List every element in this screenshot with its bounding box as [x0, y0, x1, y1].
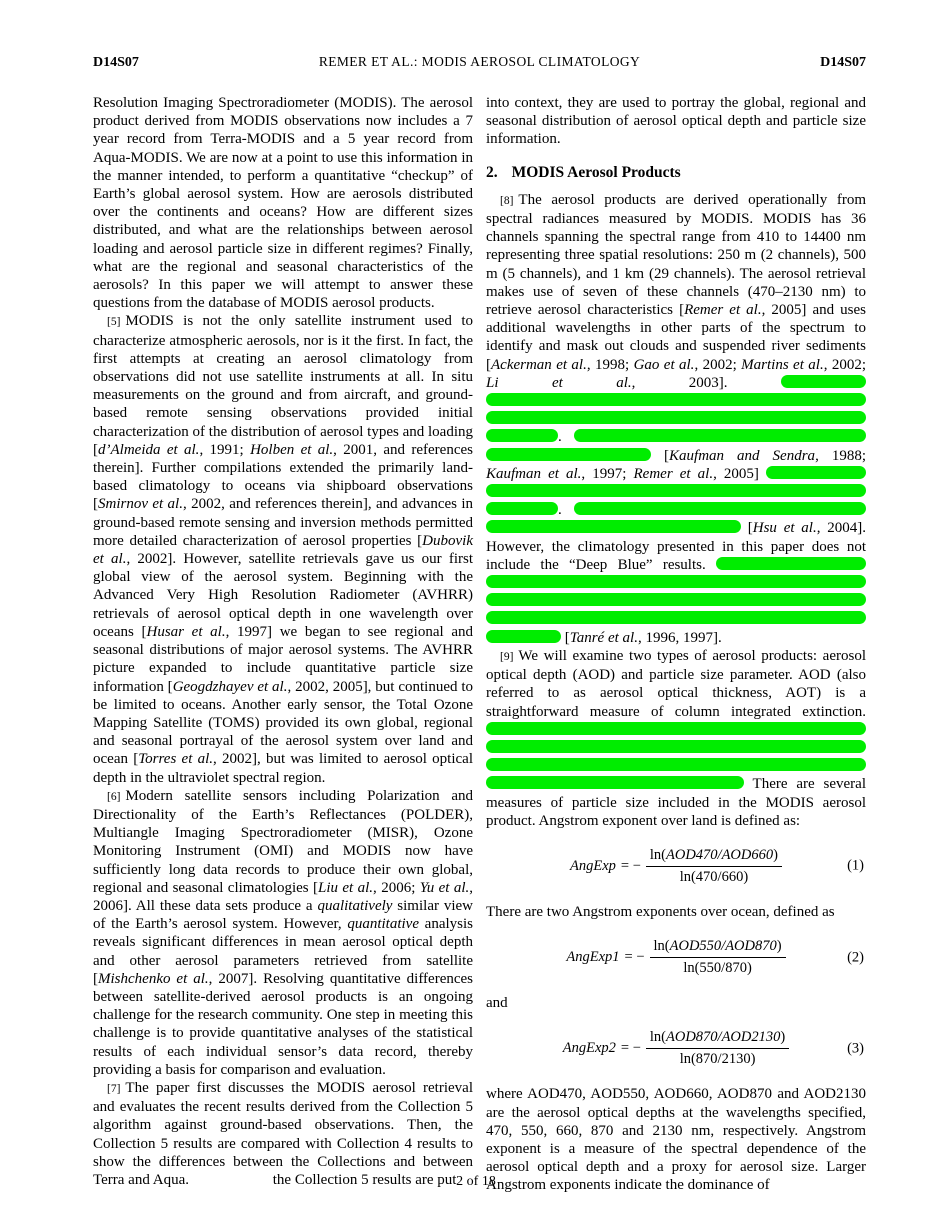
equation-2	[486, 938, 866, 977]
redaction-bar	[781, 375, 866, 388]
paragraph-9: [9] We will examine two types of aerosol products: aerosol optical depth (AOD) and particle size parameter. AOD (also referred to as aerosol optical thickness, AOT) is a straightforward measure of column integrated extinction. There are several measures of particle size included in the MODIS aerosol product. Angstrom exponent over land is defined as:	[486, 647, 866, 829]
equation-lhs: AngExp	[570, 857, 616, 874]
redaction-bar	[486, 758, 866, 771]
section-number: 2.	[486, 163, 498, 181]
equation-lhs: AngExp2	[562, 1040, 616, 1057]
equation-relation: = −	[624, 949, 645, 966]
equation-fraction: $\frac{\text{ln(AOD470/AOD660)}}{\ln(470/660)}$	[646, 847, 782, 886]
page-number: 2 of 18	[456, 1174, 496, 1189]
paragraph-6: [6] Modern satellite sensors including Polarization and Directionality of the Earth’s Reflectances (POLDER), Multiangle Imaging Spectroradiometer (MISR), Ozone Monitoring Instrument (OMI) and MODIS now have sufficiently long data records to produce their own global, regional and seasonal climatologies [Liu et al., 2006; Yu et al., 2006]. All these data sets produce a qualitatively similar view of the Earth’s aerosol system. However, quantitative analysis reveals significant differences in mean aerosol optical depth and other aerosol parameters retrieved from satellite [Mishchenko et al., 2007]. Resolving quantitative differences between satellite-derived aerosol products is an ongoing challenge for the research community. One step in meeting this challenge is to provide quantitative analyses of the statistical results of each individual sensor’s data record, thereby providing a basis for comparison and evaluation.	[93, 787, 474, 1078]
redaction-bar	[486, 411, 866, 424]
redaction-bar	[486, 502, 558, 515]
equation-lhs: AngExp1	[566, 949, 620, 966]
paragraph-8: [8] The aerosol products are derived operationally from spectral radiances measured by MODIS. MODIS has 36 channels spanning the spectral range from 410 to 14400 nm representing three spatial resolutions: 250 m (2 channels), 500 m (5 channels), and 1 km (29 channels). The aerosol retrieval makes use of seven of these channels (470–2130 nm) to retrieve aerosol characteristics [Remer et al., 2005] and uses additional wavelengths in other parts of the spectrum to identify and mask out clouds and suspended river sediments [Ackerman et al., 1998; Gao et al., 2002; Martins et al., 2002; Li et al., 2003]. . [Kaufman and Sendra, 1988; Kaufman et al., 1997; Remer et al., 2005] . [Hsu et al., 2004]. However, the climatology presented in this paper does not include the “Deep Blue” results. [Tanré et al., 1996, 1997].	[486, 191, 867, 646]
redaction-bar	[574, 502, 866, 515]
paragraph-number: [6]	[107, 790, 121, 803]
equation-number: (2)	[847, 949, 864, 966]
equation-relation: = −	[620, 1040, 641, 1057]
paragraph-number: [7]	[107, 1082, 121, 1095]
equation-fraction: $\frac{\text{ln(AOD870/AOD2130)}}{\ln(870/2130)}$	[646, 1029, 789, 1068]
paragraph-number: [8]	[500, 194, 514, 207]
left-column	[93, 94, 473, 1195]
section-heading	[486, 164, 866, 182]
equation-relation: = −	[620, 857, 641, 874]
redaction-bar	[486, 611, 866, 624]
paragraph-5: [5] MODIS is not the only satellite instrument used to characterize atmospheric aerosols, nor is it the first. In fact, the first attempts at creating an aerosol climatology from observations did not use satellite instruments at all. In situ measurements on the ground and from aircraft, and ground-based remote sensing observations provided initial characterization of the distribution of aerosol types and loading [d’Almeida et al., 1991; Holben et al., 2001, and references therein]. Further compilations extended the primarily land-based climatology to oceans via shipboard observations [Smirnov et al., 2002, and references therein], and advances in ground-based remote sensing and inversion methods permitted more detailed characterization of aerosol properties [Dubovik et al., 2002]. However, satellite retrievals gave us our first global view of the aerosol system. Beginning with the Advanced Very High Resolution Radiometer (AVHRR) retrievals of aerosol optical depth in one wavelength over oceans [Husar et al., 1997] we began to see regional and seasonal distributions of major aerosol systems. The AVHRR picture expanded to include quantitative particle size information [Geogdzhayev et al., 2002, 2005], but continued to be limited to oceans. Another early sensor, the Total Ozone Mapping Satellite (TOMS) provided its own global, regional and seasonal portrayal of the aerosol system over land and ocean [Torres et al., 2002], but was limited to aerosol optical depth in the ultraviolet spectral region.	[93, 313, 474, 786]
redaction-bar	[716, 557, 866, 570]
redaction-bar	[486, 722, 866, 735]
equation-1	[486, 847, 866, 886]
redaction-bar	[486, 593, 866, 606]
paragraph-7: [7] The paper first discusses the MODIS aerosol retrieval and evaluates the recent results derived from the Collection 5 algorithm against ground-based observations. Then, the Collection 5 results are compared with Collection 4 results to show the differences between the Collections and between Terra and Aqua. the Collection 5 results are put	[93, 1079, 473, 1188]
paragraph-7-continuation: into context, they are used to portray the global, regional and seasonal distribution of aerosol optical depth and particle size information.	[486, 95, 866, 148]
running-title: REMER ET AL.: MODIS AEROSOL CLIMATOLOGY	[318, 54, 641, 69]
section-title: MODIS Aerosol Products	[511, 163, 681, 181]
redaction-bar	[486, 740, 866, 753]
paragraph-number: [9]	[500, 650, 514, 663]
text-between-equations-1: There are two Angstrom exponents over ocean, defined as	[486, 903, 835, 920]
redaction-bar	[766, 466, 866, 479]
page-footer	[0, 1174, 952, 1190]
redaction-bar	[574, 429, 866, 442]
two-column-body	[93, 94, 866, 1195]
redaction-bar	[486, 429, 558, 442]
header-citation-id-right: D14S07	[820, 55, 866, 70]
paragraph-number: [5]	[107, 316, 121, 329]
header-citation-id-left: D14S07	[93, 55, 139, 70]
equation-number: (3)	[847, 1040, 864, 1057]
redaction-bar	[486, 484, 866, 497]
redaction-bar	[486, 393, 866, 406]
right-column	[486, 94, 866, 1195]
redaction-bar	[486, 448, 651, 461]
redaction-bar	[486, 520, 741, 533]
equation-number: (1)	[847, 857, 864, 874]
equation-3	[486, 1029, 866, 1068]
text-between-equations-2: and	[486, 995, 508, 1012]
paragraph-continuation: Resolution Imaging Spectroradiometer (MODIS). The aerosol product derived from MODIS observations now includes a 7 year record from Terra-MODIS and a 5 year record from Aqua-MODIS. We are now at a point to use this information in the manner intended, to perform a quantitative “checkup” of Earth’s global aerosol system. How are aerosols distributed over the continents and oceans? How are different sizes distributed, and what are the relationships between aerosol loading and aerosol particle size in different regimes? Finally, what are the regional and seasonal characteristics of the aerosols? In this paper we will attempt to answer these questions from the database of MODIS aerosol products.	[93, 95, 473, 312]
redaction-bar	[486, 776, 744, 789]
paragraph-where: where AOD470, AOD550, AOD660, AOD870 and AOD2130 are the aerosol optical depths at the wavelengths specified, 470, 550, 660, 870 and 2130 nm, respectively. Angstrom exponent is a measure of the spectral dependence of the aerosol optical depth and a proxy for aerosol size. Larger Angstrom exponents indicate the dominance of	[486, 1086, 866, 1194]
page-header	[93, 54, 866, 71]
equation-fraction: $\frac{\text{ln(AOD550/AOD870)}}{\ln(550/870)}$	[650, 938, 786, 977]
redaction-bar	[486, 630, 561, 643]
redaction-bar	[486, 575, 866, 588]
